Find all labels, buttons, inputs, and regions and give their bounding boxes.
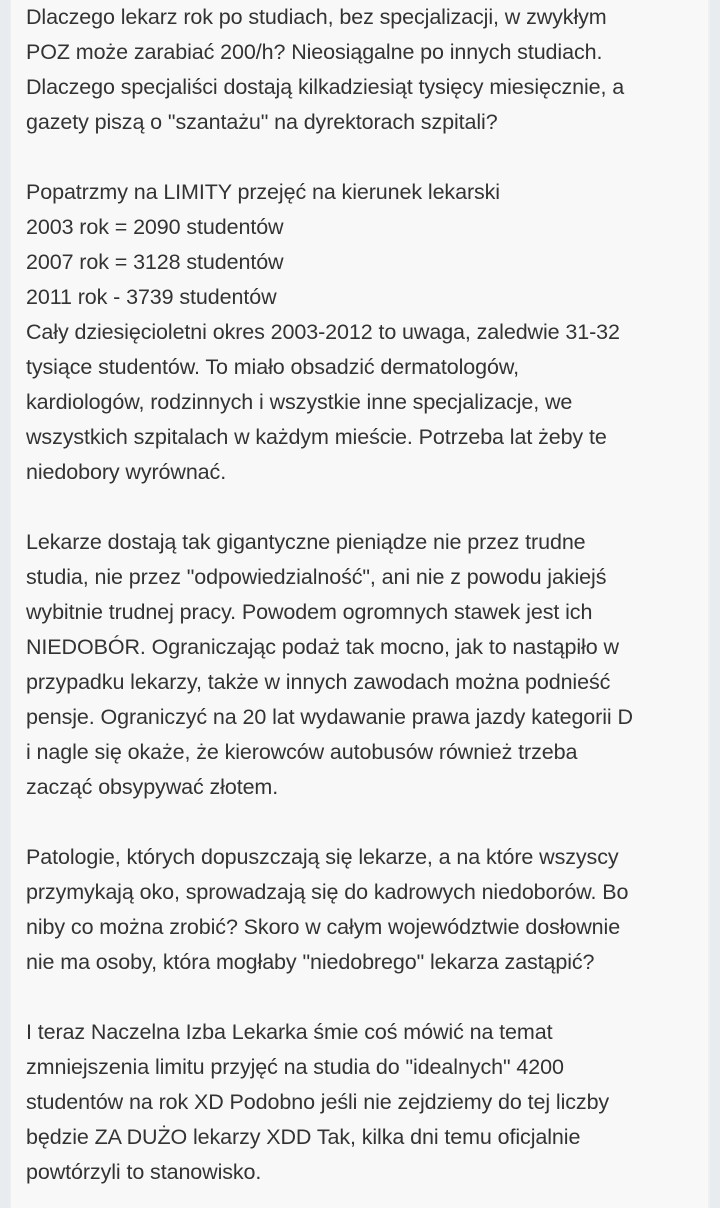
text-line: Lekarze dostają tak gigantyczne pieniądze nie przez trudne: [26, 530, 586, 554]
text-line: zacząć obsypywać złotem.: [26, 775, 279, 799]
text-line: Dlaczego lekarz rok po studiach, bez specjalizacji, w zwykłym: [26, 5, 607, 29]
paragraph-spacer: [26, 805, 706, 840]
text-line: wszystkich szpitalach w każdym mieście. Potrzeba lat żeby te: [26, 425, 607, 449]
paragraph-spacer: [26, 980, 706, 1015]
text-line: Dlaczego specjaliści dostają kilkadziesiąt tysięcy miesięcznie, a: [26, 75, 625, 99]
text-line: niby co można zrobić? Skoro w całym województwie dosłownie: [26, 915, 621, 939]
limit-entry-2011: 2011 rok - 3739 studentów: [26, 285, 277, 309]
text-line: wybitnie trudnej pracy. Powodem ogromnych stawek jest ich: [26, 600, 593, 624]
text-line: gazety piszą o "szantażu" na dyrektorach szpitali?: [26, 110, 498, 134]
text-line: pensje. Ograniczyć na 20 lat wydawanie prawa jazdy kategorii D: [26, 705, 633, 729]
text-line: NIEDOBÓR. Ograniczając podaż tak mocno, jak to nastąpiło w: [26, 635, 619, 659]
paragraph-medical-chamber: [26, 1015, 706, 1190]
limit-entry-2003: 2003 rok = 2090 studentów: [26, 215, 284, 239]
text-line: tysiące studentów. To miało obsadzić dermatologów,: [26, 355, 519, 379]
text-line: I teraz Naczelna Izba Lekarka śmie coś mówić na temat: [26, 1020, 553, 1044]
text-line: będzie ZA DUŻO lekarzy XDD Tak, kilka dni temu oficjalnie: [26, 1125, 581, 1149]
paragraph-spacer: [26, 490, 706, 525]
paragraph-spacer: [26, 140, 706, 175]
limit-entry-2007: 2007 rok = 3128 studentów: [26, 250, 284, 274]
text-line: powtórzyli to stanowisko.: [26, 1160, 262, 1184]
text-line: POZ może zarabiać 200/h? Nieosiągalne po innych studiach.: [26, 40, 603, 64]
paragraph-intro-question: [26, 0, 706, 140]
text-line: niedobory wyrównać.: [26, 460, 227, 484]
post-card: [10, 0, 710, 1208]
text-line: zmniejszenia limitu przyjęć na studia do "idealnych" 4200: [26, 1055, 564, 1079]
text-line: studentów na rok XD Podobno jeśli nie zejdziemy do tej liczby: [26, 1090, 610, 1114]
post-body: [26, 0, 706, 1190]
text-line: Patologie, których dopuszczają się lekarze, a na które wszyscy: [26, 845, 619, 869]
text-line: i nagle się okaże, że kierowców autobusów również trzeba: [26, 740, 578, 764]
text-line: Cały dziesięcioletni okres 2003-2012 to uwaga, zaledwie 31-32: [26, 320, 620, 344]
text-line: Popatrzmy na LIMITY przejęć na kierunek lekarski: [26, 180, 500, 204]
paragraph-pathologies: [26, 840, 706, 980]
text-line: studia, nie przez "odpowiedzialność", ani nie z powodu jakiejś: [26, 565, 607, 589]
text-line: kardiologów, rodzinnych i wszystkie inne specjalizacje, we: [26, 390, 573, 414]
paragraph-shortage-argument: [26, 525, 706, 805]
paragraph-admission-limits: [26, 175, 706, 490]
text-line: przypadku lekarzy, także w innych zawodach można podnieść: [26, 670, 611, 694]
text-line: przymykają oko, sprowadzają się do kadrowych niedoborów. Bo: [26, 880, 629, 904]
text-line: nie ma osoby, która mogłaby "niedobrego" lekarza zastąpić?: [26, 950, 595, 974]
